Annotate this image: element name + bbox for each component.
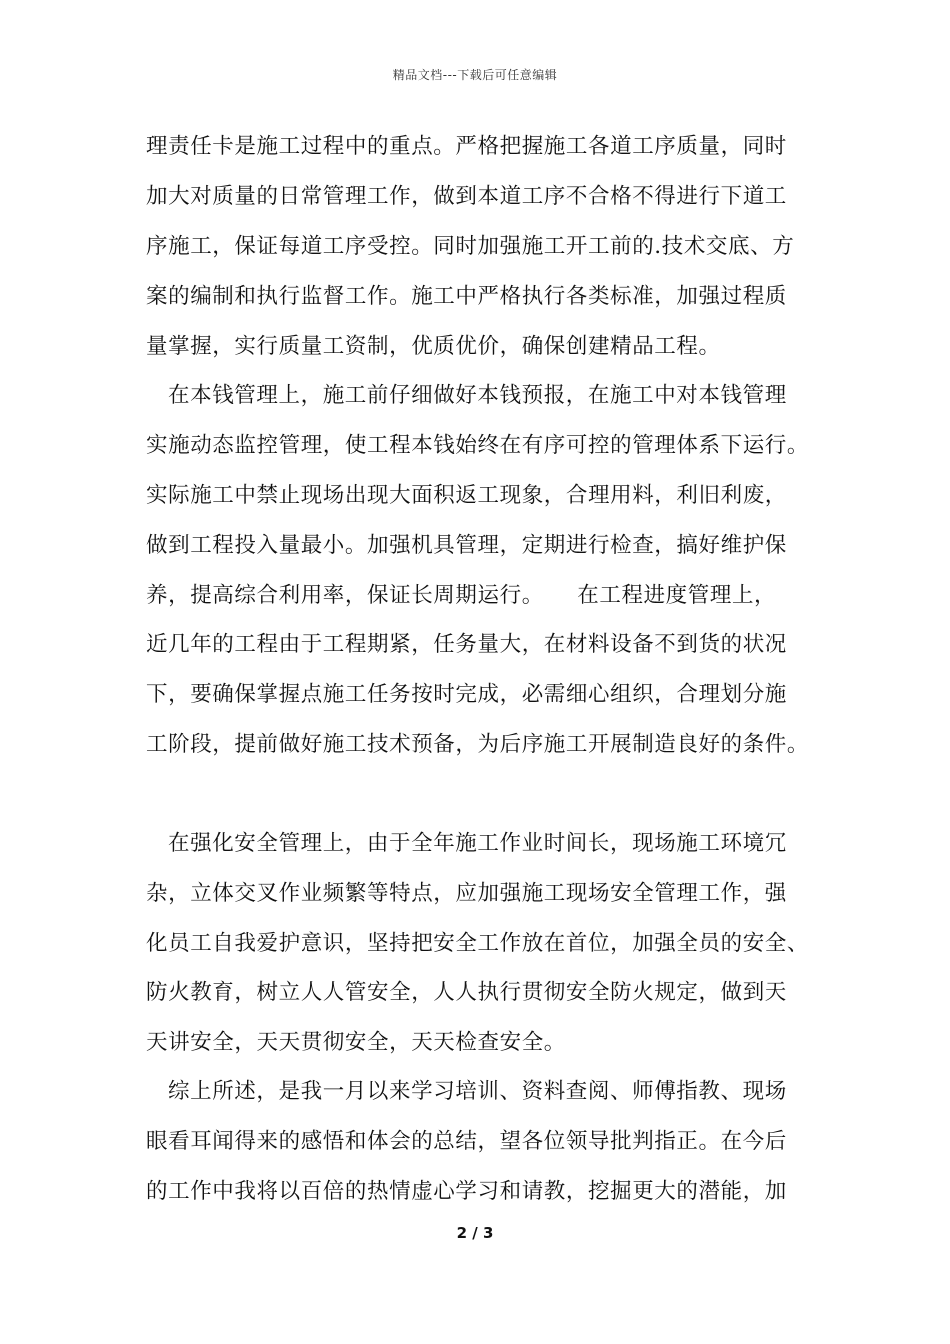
text-line: 案的编制和执行监督工作。施工中严格执行各类标准，加强过程质 — [146, 284, 787, 309]
text-line: 下，要确保掌握点施工任务按时完成，必需细心组织，合理划分施 — [146, 682, 787, 707]
text-line: 眼看耳闻得来的感悟和体会的总结，望各位领导批判指正。在今后 — [146, 1129, 787, 1154]
text-line: 在强化安全管理上，由于全年施工作业时间长，现场施工环境冗 — [168, 831, 787, 856]
text-line: 养，提高综合利用率，保证长周期运行。 在工程进度管理上， — [146, 583, 777, 608]
text-line: 杂，立体交叉作业频繁等特点，应加强施工现场安全管理工作，强 — [146, 881, 787, 906]
text-line: 天讲安全，天天贯彻安全，天天检查安全。 — [146, 1030, 566, 1055]
text-line: 加大对质量的日常管理工作，做到本道工序不合格不得进行下道工 — [146, 184, 787, 209]
text-line: 量掌握，实行质量工资制，优质优价，确保创建精品工程。 — [146, 334, 721, 359]
text-line: 工阶段，提前做好施工技术预备，为后序施工开展制造良好的条件。 — [146, 732, 810, 757]
text-line: 做到工程投入量最小。加强机具管理，定期进行检查，搞好维护保 — [146, 533, 787, 558]
text-line: 理责任卡是施工过程中的重点。严格把握施工各道工序质量，同时 — [146, 134, 787, 159]
page-number: 2 / 3 — [456, 1224, 494, 1242]
text-line: 在本钱管理上，施工前仔细做好本钱预报，在施工中对本钱管理 — [168, 383, 787, 408]
page-header: 精品文档---下载后可任意编辑 — [392, 68, 558, 82]
text-line: 实际施工中禁止现场出现大面积返工现象，合理用料，利旧利废， — [146, 483, 787, 508]
text-line: 实施动态监控管理，使工程本钱始终在有序可控的管理体系下运行。 — [146, 433, 810, 458]
text-line: 近几年的工程由于工程期紧，任务量大，在材料设备不到货的状况 — [146, 632, 787, 657]
text-line: 的工作中我将以百倍的热情虚心学习和请教，挖掘更大的潜能，加 — [146, 1179, 787, 1204]
text-line: 防火教育，树立人人管安全，人人执行贯彻安全防火规定，做到天 — [146, 980, 787, 1005]
text-line: 综上所述，是我一月以来学习培训、资料查阅、师傅指教、现场 — [168, 1079, 787, 1104]
text-line: 化员工自我爱护意识，坚持把安全工作放在首位，加强全员的安全、 — [146, 931, 810, 956]
text-line: 序施工，保证每道工序受控。同时加强施工开工前的.技术交底、方 — [146, 234, 795, 259]
